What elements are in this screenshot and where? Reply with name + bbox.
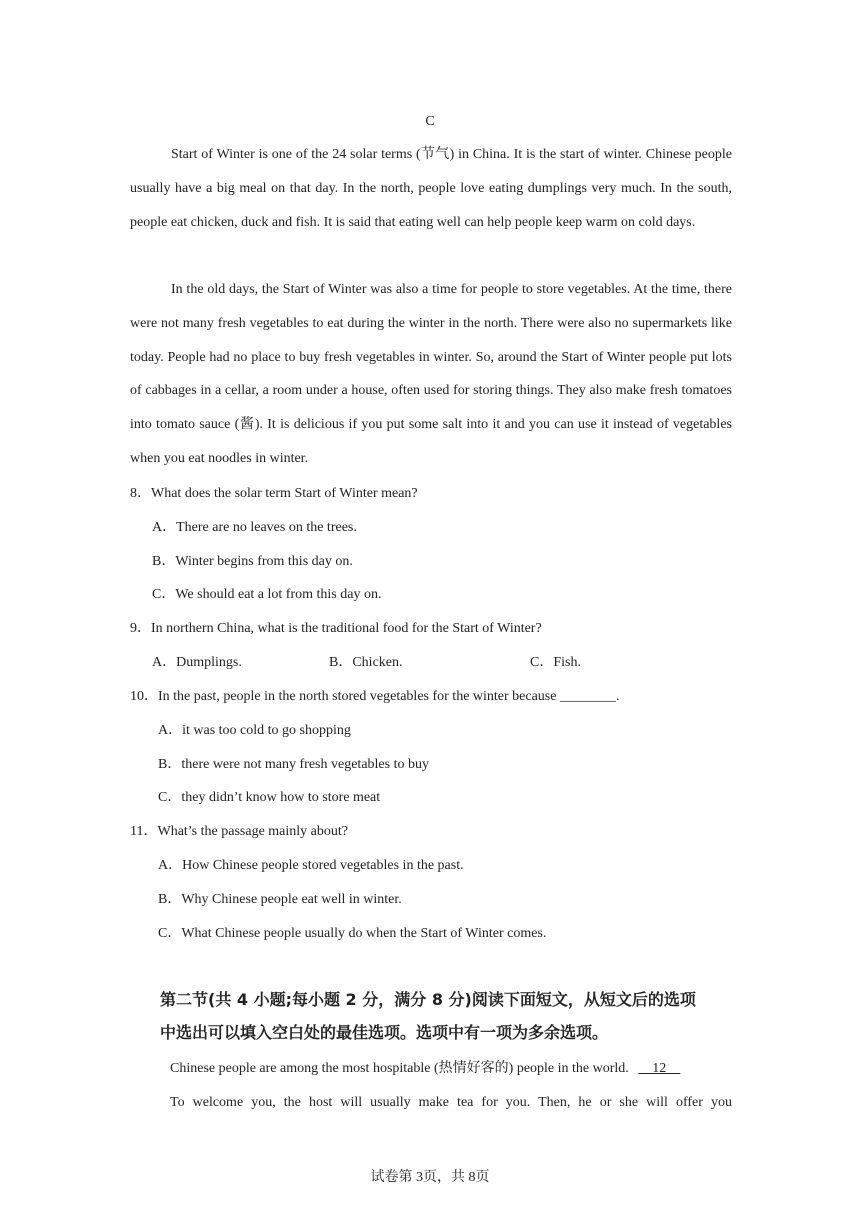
question-9-option-a: A．Dumplings.: [152, 655, 242, 670]
page-footer: 试卷第 3页，共 8页: [370, 1170, 490, 1185]
passage-paragraph-1: Start of Winter is one of the 24 solar terms (节气) in China. It is the start of winter. Chinese people usually have a big meal on that day. In the north, people love eating dumplings very much. In the south, people eat chicken, duck and fish. It is said that eating well can help people keep warm on cold days.: [130, 147, 732, 230]
question-10-option-c: C．they didn’t know how to store meat: [158, 790, 381, 805]
section-2-heading-line-1: 第二节(共 4 小题;每小题 2 分，满分 8 分)阅读下面短文，从短文后的选项: [160, 990, 696, 1009]
question-11-option-c: C．What Chinese people usually do when the Start of Winter comes.: [158, 926, 547, 941]
section-2-passage-line-2: To welcome you, the host will usually make tea for you. Then, he or she will offer you: [170, 1095, 732, 1110]
section-2-heading: [160, 983, 732, 1049]
question-11-option-b: B．Why Chinese people eat well in winter.: [158, 892, 402, 907]
section-2-passage-line-1: [170, 1060, 680, 1078]
passage-paragraph-2: In the old days, the Start of Winter was also a time for people to store vegetables. At the time, there were not many fresh vegetables to eat during the winter in the north. There were also no supermarkets like today. People had no place to buy fresh vegetables in winter. So, around the Start of Winter people put lots of cabbages in a cellar, a room under a house, often used for storing things. They also make fresh tomatoes into tomato sauce (酱). It is delicious if you put some salt into it and you can use it instead of vegetables when you eat noodles in winter.: [130, 282, 732, 466]
question-8-option-b: B．Winter begins from this day on.: [152, 554, 353, 569]
question-10-stem: 10．In the past, people in the north stored vegetables for the winter because ________.: [130, 689, 620, 704]
question-8-option-c: C．We should eat a lot from this day on.: [152, 587, 382, 602]
section-2-heading-line-2: 中选出可以填入空白处的最佳选项。选项中有一项为多余选项。: [160, 1023, 609, 1042]
blank-12: 12: [638, 1061, 681, 1076]
question-8-option-a: A．There are no leaves on the trees.: [152, 520, 357, 535]
question-9-option-c: C．Fish.: [530, 655, 581, 670]
section-2-passage-text: Chinese people are among the most hospitable (热情好客的) people in the world.: [170, 1061, 629, 1076]
question-11-stem: 11．What’s the passage mainly about?: [130, 824, 348, 839]
question-11-option-a: A．How Chinese people stored vegetables in the past.: [158, 858, 464, 873]
passage-label: C: [425, 114, 435, 129]
question-9-option-b: B．Chicken.: [329, 655, 403, 670]
question-10-option-b: B．there were not many fresh vegetables to buy: [158, 757, 429, 772]
question-8-stem: 8．What does the solar term Start of Winter mean?: [130, 486, 418, 501]
question-9-stem: 9．In northern China, what is the traditional food for the Start of Winter?: [130, 621, 542, 636]
question-10-option-a: A．it was too cold to go shopping: [158, 723, 351, 738]
